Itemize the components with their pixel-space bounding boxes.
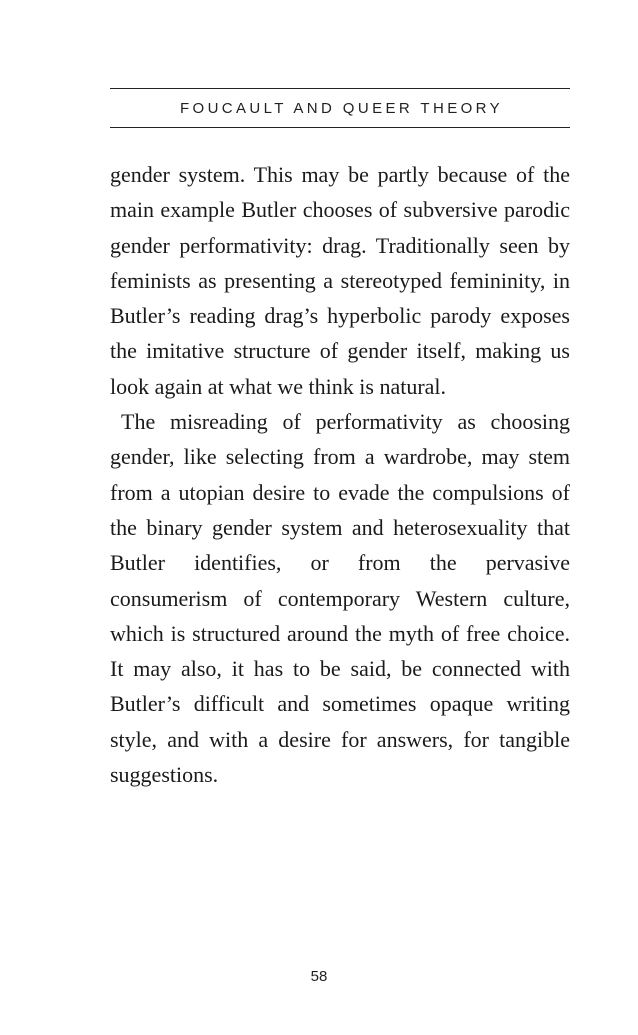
- running-head: [110, 88, 570, 128]
- running-head-title: FOUCAULT AND QUEER THEORY: [179, 99, 504, 117]
- page-number: 58: [310, 968, 328, 985]
- body-text: [110, 157, 570, 792]
- paragraph-misreading: The misreading of performativity as choosing gender, like selecting from a wardrobe, may stem from a utopian desire to evade the compulsions of the binary gender system and heterosexuality that Butler identifies, or from the pervasive consumerism of contemporary Western culture, which is structured around the myth of free choice. It may also, it has to be said, be connected with Butler’s difficult and sometimes opaque writing style, and with a desire for answers, for tangible suggestions.: [110, 409, 570, 788]
- paragraph-continued: gender system. This may be partly because of the main example Butler chooses of subversive parodic gender performativity: drag. Traditionally seen by feminists as presenting a stereotyped femininity, in Butler’s reading drag’s hyperbolic parody exposes the imitative structure of gender itself, making us look again at what we think is natural.: [110, 162, 570, 399]
